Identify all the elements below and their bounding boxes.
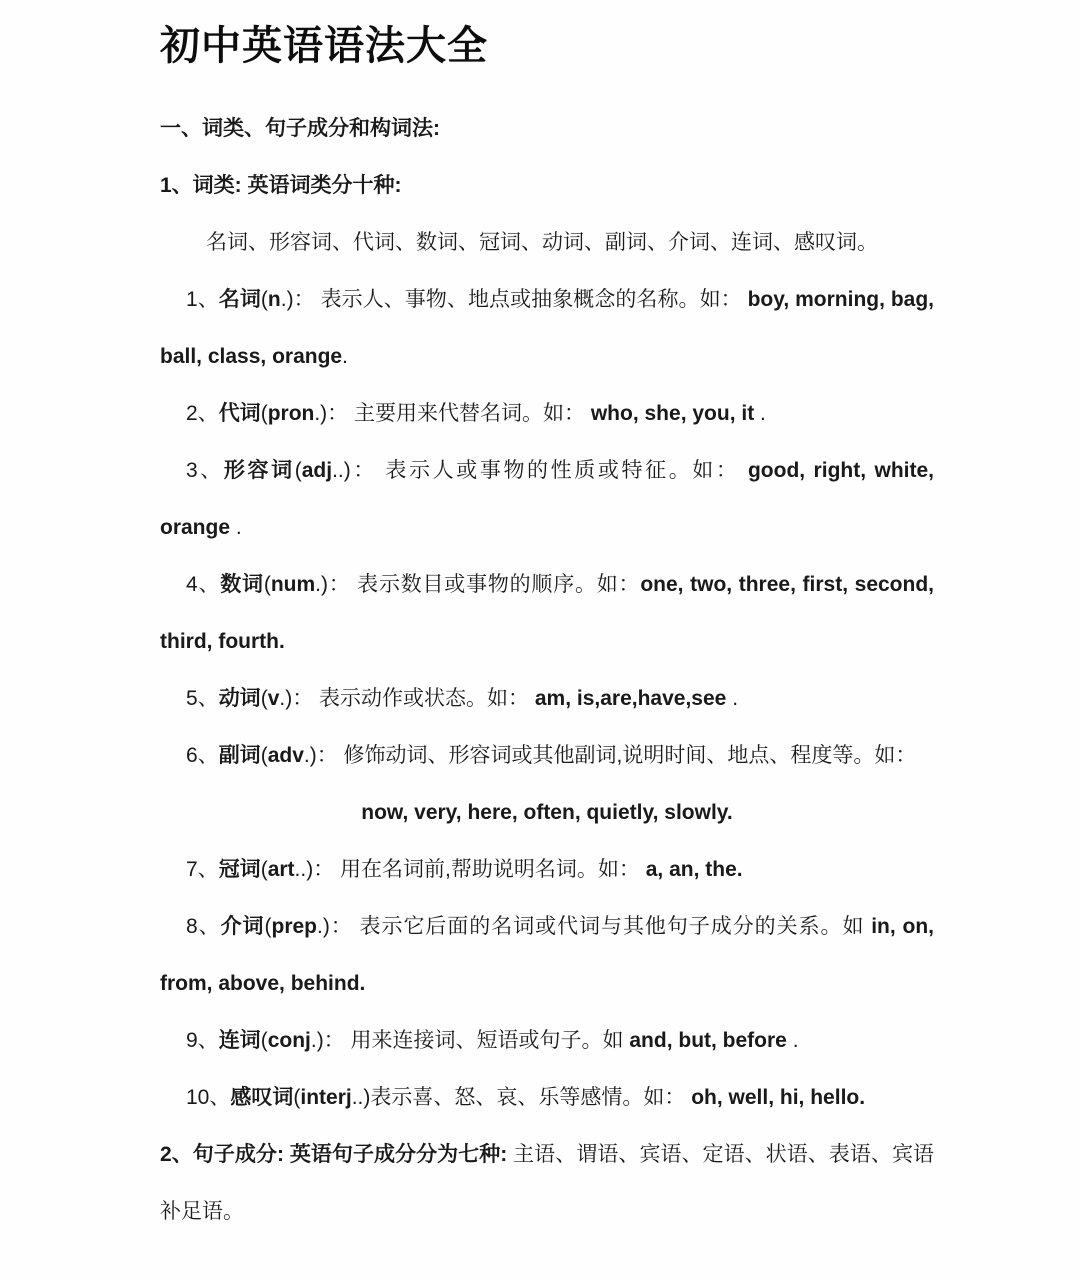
text-run: in, on, from, above, behind. — [160, 915, 934, 995]
text-run: ( — [260, 858, 268, 881]
text-run: 3、 — [186, 459, 224, 482]
text-run: 1、词类: 英语词类分十种: — [160, 174, 402, 197]
text-run: ..)： 用在名词前,帮助说明名词。如： — [294, 858, 646, 881]
text-run: ( — [260, 687, 268, 710]
text-run: 代词 — [218, 402, 261, 425]
text-run: 4、 — [186, 573, 221, 596]
text-run: . — [786, 1029, 799, 1052]
text-run: num — [270, 573, 316, 596]
text-run: .)： 表示它后面的名词或代词与其他句子成分的关系。如 — [317, 915, 872, 938]
item-adverb — [160, 727, 934, 784]
text-run: 感叹词 — [230, 1086, 294, 1109]
document-body — [160, 100, 934, 1240]
item-interjection — [160, 1069, 934, 1126]
item-preposition — [160, 898, 934, 1012]
text-run: prep — [271, 915, 318, 938]
text-run: ( — [294, 459, 302, 482]
text-run: 数词 — [220, 573, 264, 596]
text-run: ..) — [351, 1086, 371, 1109]
text-run: conj — [267, 1029, 311, 1052]
text-run: . — [230, 516, 242, 539]
text-run: 2、 — [186, 402, 219, 425]
item-noun — [160, 271, 934, 385]
text-run: art — [267, 858, 295, 881]
text-run: .)： 修饰动词、形容词或其他副词,说明时间、地点、程度等。如： — [303, 744, 917, 767]
text-run: .)： 表示人、事物、地点或抽象概念的名称。如： — [280, 288, 748, 311]
text-run: ( — [260, 402, 268, 425]
text-run: 2、句子成分: 英语句子成分分为七种: — [160, 1143, 514, 1166]
text-run: who, she, you, it — [590, 402, 755, 425]
text-run: ( — [260, 744, 268, 767]
text-run: .)： 主要用来代替名词。如： — [314, 402, 591, 425]
item-numeral — [160, 556, 934, 670]
subheading-sentence-elements — [160, 1126, 934, 1240]
text-run: adj — [301, 459, 333, 482]
item-pronoun — [160, 385, 934, 442]
text-run: 连词 — [218, 1029, 261, 1052]
text-run: 冠词 — [218, 858, 261, 881]
item-article — [160, 841, 934, 898]
text-run: adv — [267, 744, 304, 767]
text-run: v — [267, 687, 280, 710]
text-run: now, very, here, often, quietly, slowly. — [361, 801, 733, 824]
text-run: .)： 表示动作或状态。如： — [279, 687, 535, 710]
text-run: 主语、谓语、宾语、定语、状语、表语、宾语补足语。 — [160, 1143, 934, 1223]
text-run: 名词、形容词、代词、数词、冠词、动词、副词、介词、连词、感叹词。 — [206, 231, 878, 254]
item-verb — [160, 670, 934, 727]
subheading-word-classes — [160, 157, 934, 214]
text-run: 9、 — [186, 1029, 219, 1052]
text-run: 8、 — [186, 915, 221, 938]
text-run: 名词 — [218, 288, 261, 311]
text-run: one, two, three, first, second, third, fourth. — [160, 573, 935, 653]
text-run: ( — [260, 1029, 268, 1052]
text-run: . — [342, 345, 348, 368]
text-run: 7、 — [186, 858, 219, 881]
text-run: 表示喜、怒、哀、乐等感情。如： — [370, 1086, 692, 1109]
text-run: .)： 用来连接词、短语或句子。如 — [310, 1029, 630, 1052]
text-run: 10、 — [186, 1086, 231, 1109]
item-adjective — [160, 442, 934, 556]
text-run: and, but, before — [629, 1029, 787, 1052]
text-run: n — [267, 288, 281, 311]
text-run: 5、 — [186, 687, 219, 710]
word-classes-list — [160, 214, 934, 271]
text-run: 副词 — [218, 744, 261, 767]
text-run: 1、 — [186, 288, 219, 311]
text-run: ( — [293, 1086, 301, 1109]
text-run: 形容词 — [223, 459, 295, 482]
text-run: a, an, the. — [645, 858, 743, 881]
text-run: oh, well, hi, hello. — [691, 1086, 866, 1109]
text-run: ..)： 表示人或事物的性质或特征。如： — [332, 459, 748, 482]
text-run: ( — [264, 915, 272, 938]
text-run: 6、 — [186, 744, 219, 767]
item-conjunction — [160, 1012, 934, 1069]
text-run: ( — [263, 573, 271, 596]
text-run: interj — [300, 1086, 352, 1109]
text-run: good, right, white, orange — [160, 459, 934, 539]
item-adverb-examples — [160, 784, 934, 841]
text-run: am, is,are,have,see — [534, 687, 727, 710]
section-heading-1 — [160, 100, 934, 157]
text-run: 一、词类、句子成分和构词法: — [160, 117, 440, 140]
text-run: boy, morning, bag, ball, class, orange — [160, 288, 934, 368]
text-run: 动词 — [218, 687, 261, 710]
text-run: pron — [267, 402, 315, 425]
text-run: . — [754, 402, 766, 425]
text-run: .)： 表示数目或事物的顺序。如： — [315, 573, 641, 596]
text-run: 介词 — [220, 915, 265, 938]
text-run: ( — [260, 288, 268, 311]
text-run: . — [726, 687, 739, 710]
document-title: 初中英语语法大全 — [160, 24, 488, 68]
